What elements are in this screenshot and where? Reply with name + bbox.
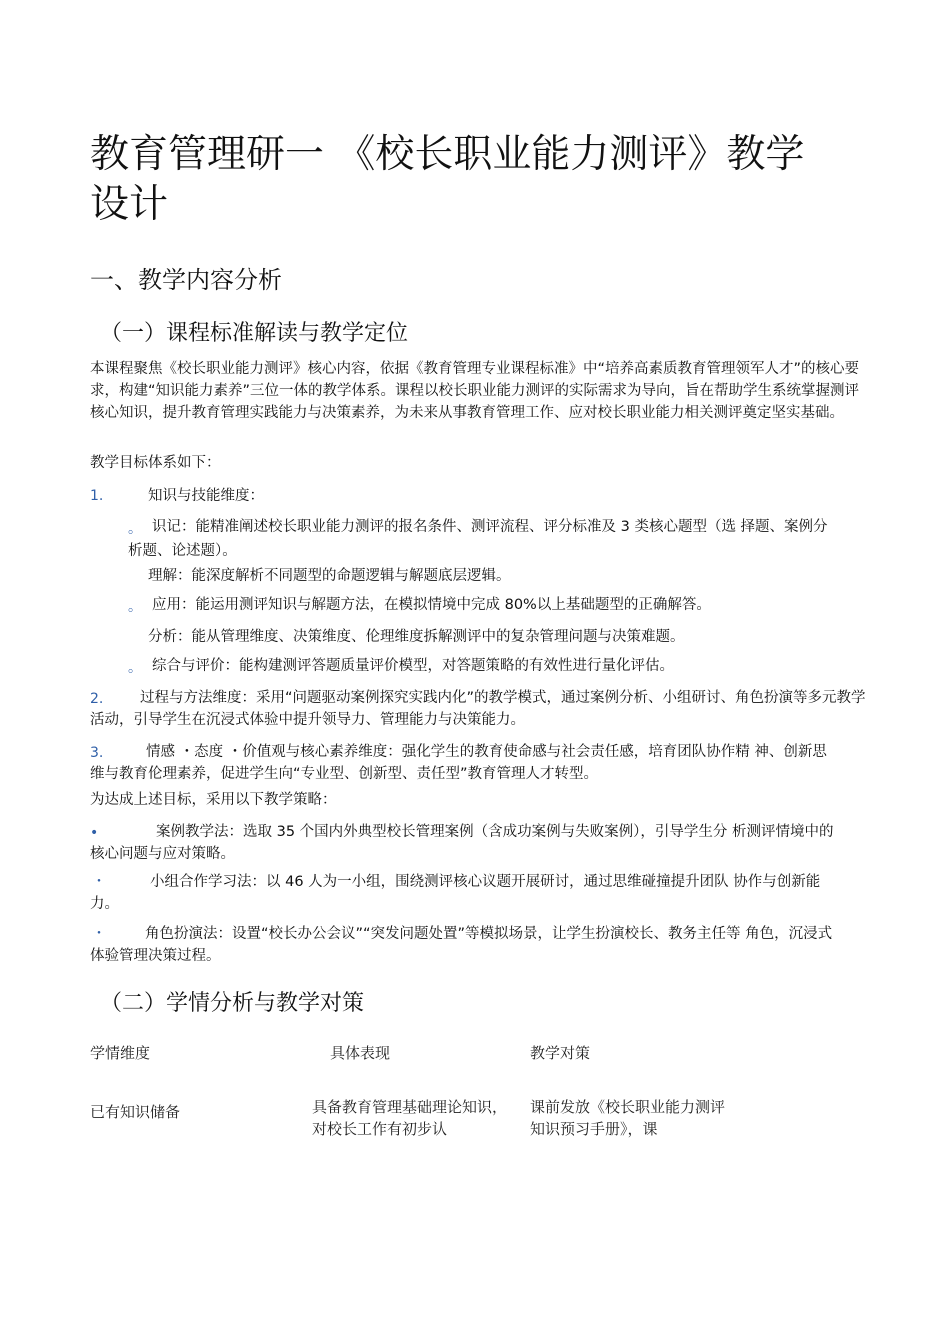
document-title: 教育管理研一 《校长职业能力测评》教学 设计 [90,132,805,227]
goal1-item-apply: 应用：能运用测评知识与解题方法，在模拟情境中完成 80%以上基础题型的正确解答。 [152,597,711,613]
strategy-bullet: ・ [92,874,106,890]
goal2-text: 过程与方法维度：采用“问题驱动案例探究实践内化”的教学模式，通过案例分析、小组研讨、角色扮演等多元教学活动，引导学生在沉浸式体验中提升领导力、管理能力与决策能力。 [90,690,866,728]
strategy-role-play: 角色扮演法：设置“校长办公会议”“突发问题处置”等模拟场景，让学生扮演校长、教务主任等 角色，沉浸式体验管理决策过程。 [90,926,833,964]
table-cell: 具备教育管理基础理论知识，对校长工作有初步认 [312,1098,508,1138]
goal1-marker: 1. [90,488,104,504]
strategy-lead: 为达成上述目标，采用以下教学策略： [90,792,337,808]
goals-lead: 教学目标体系如下： [90,455,221,471]
subsection-heading-learner-analysis: （二）学情分析与教学对策 [100,991,365,1016]
goal1-item-bullet: 。 [128,521,142,537]
strategy-bullet: ・ [92,926,106,942]
goal3-marker: 3. [90,745,104,761]
section-heading-content-analysis: 一、教学内容分析 [90,266,282,294]
goal1-item-understand: 理解：能深度解析不同题型的命题逻辑与解题底层逻辑。 [148,568,511,584]
goal1-item-analyze: 分析：能从管理维度、决策维度、伦理维度拆解测评中的复杂管理问题与决策难题。 [148,629,685,645]
subsection-heading-curriculum: （一）课程标准解读与教学定位 [100,321,409,346]
table-header-dimension: 学情维度 [90,1044,151,1062]
table-header-strategy: 教学对策 [530,1044,591,1062]
strategy-group-learning: 小组合作学习法：以 46 人为一小组，围绕测评核心议题开展研讨，通过思维碰撞提升团队 协作与创新能力。 [90,874,821,912]
goal1-item-evaluate: 综合与评价：能构建测评答题质量评价模型，对答题策略的有效性进行量化评估。 [152,658,674,674]
strategy-case-teaching: 案例教学法：选取 35 个国内外典型校长管理案例（含成功案例与失败案例），引导学生分 析测评情境中的核心问题与应对策略。 [90,824,834,862]
strategy-bullet: • [90,825,99,841]
goal1-item-memorize: 识记：能精准阐述校长职业能力测评的报名条件、测评流程、评分标准及 3 类核心题型（选 择题、案例分析题、论述题）。 [128,519,828,559]
table-cell: 已有知识储备 [90,1103,181,1121]
table-cell: 课前发放《校长职业能力测评知识预习手册》，课 [530,1098,726,1138]
intro-paragraph: 本课程聚焦《校长职业能力测评》核心内容，依据《教育管理专业课程标准》中“培养高素质教育管理领军人才”的核心要求，构建“知识能力素养”三位一体的教学体系。课程以校长职业能力测评的实际需求为导向，旨在帮助学生系统掌握测评核心知识，提升教育管理实践能力与决策素养，为未来从事教育管理工作、应对校长职业能力相关测评奠定坚实基础。 [90,361,860,421]
goal1-item-bullet: 。 [128,660,142,676]
goal1-label: 知识与技能维度： [148,488,264,504]
goal2-marker: 2. [90,691,104,707]
goal3-text: 情感 ・态度 ・价值观与核心素养维度：强化学生的教育使命感与社会责任感，培育团队协作精 神、创新思维与教育伦理素养，促进学生向“专业型、创新型、责任型”教育管理人才转型。 [90,744,827,782]
table-header-performance: 具体表现 [330,1044,391,1062]
goal1-item-bullet: 。 [128,599,142,615]
